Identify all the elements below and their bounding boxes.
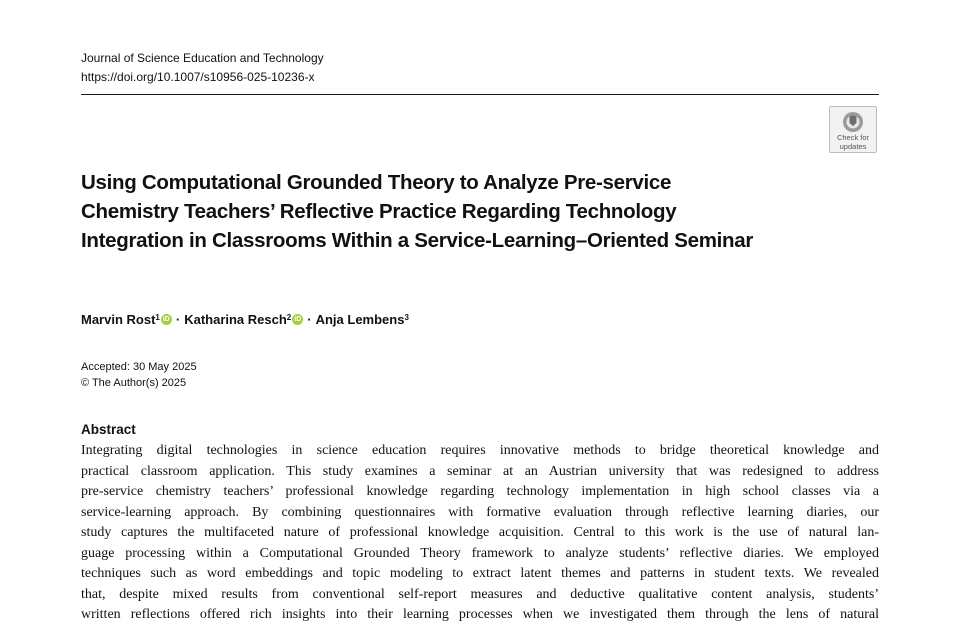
author-name[interactable]: Katharina Resch [184, 312, 287, 327]
abstract-line: that, despite mixed results from conventional self-report measures and deductive qualitative content analysis, students’ [81, 586, 879, 602]
crossmark-label-line2: updates [839, 142, 867, 151]
abstract-line: techniques such as word embeddings and topic modeling to extract latent themes and patterns in student texts. We revealed [81, 566, 879, 581]
abstract-heading: Abstract [81, 422, 136, 437]
check-for-updates-badge[interactable] [829, 106, 877, 153]
author-name[interactable]: Anja Lembens [315, 312, 405, 327]
abstract-line: written reflections offered rich insights into their learning processes when we investigated them through the lens of natural [81, 607, 879, 622]
author-affiliation: 2 [286, 313, 292, 322]
article-dates [81, 359, 197, 391]
orcid-icon[interactable]: iD [162, 316, 170, 324]
abstract-line: guage processing within a Computational Grounded Theory framework to analyze students’ reflective diaries. We employed [81, 545, 879, 561]
accepted-date: Accepted: 30 May 2025 [81, 361, 197, 373]
abstract-line: study captures the multifaceted nature of professional knowledge acquisition. Central to this work is the use of natural lan- [81, 525, 879, 540]
abstract-line: pre-service chemistry teachers’ professional knowledge regarding technology implementation in high school classes via a [81, 484, 879, 499]
author-list [81, 311, 409, 329]
doi-link[interactable]: https://doi.org/10.1007/s10956-025-10236-x [81, 70, 315, 84]
orcid-icon[interactable]: iD [294, 316, 302, 324]
journal-header [81, 49, 879, 87]
header-divider [81, 94, 879, 95]
crossmark-label-line1: Check for [836, 133, 870, 142]
author-affiliation: 3 [404, 313, 409, 322]
copyright-notice: © The Author(s) 2025 [81, 377, 187, 389]
author-name[interactable]: Marvin Rost [81, 312, 156, 327]
author-separator: · [307, 312, 312, 327]
abstract-body [81, 441, 879, 624]
abstract-line: practical classroom application. This study examines a seminar at an Austrian university that was redesigned to address [81, 463, 879, 479]
crossmark-icon [842, 111, 864, 133]
article-title: Using Computational Grounded Theory to Analyze Pre-service Chemistry Teachers’ Reflective Practice Regarding Technology Integration in Classrooms Within a Service-Learning–Oriented Seminar [81, 171, 754, 252]
journal-name: Journal of Science Education and Technology [81, 51, 324, 65]
abstract-line: Integrating digital technologies in science education requires innovative methods to bridge theoretical knowledge and [81, 443, 879, 458]
author-affiliation: 1 [155, 313, 160, 322]
author-separator: · [175, 312, 181, 327]
abstract-line: service-learning approach. By combining questionnaires with formative evaluation through reflective learning diaries, our [81, 504, 879, 520]
